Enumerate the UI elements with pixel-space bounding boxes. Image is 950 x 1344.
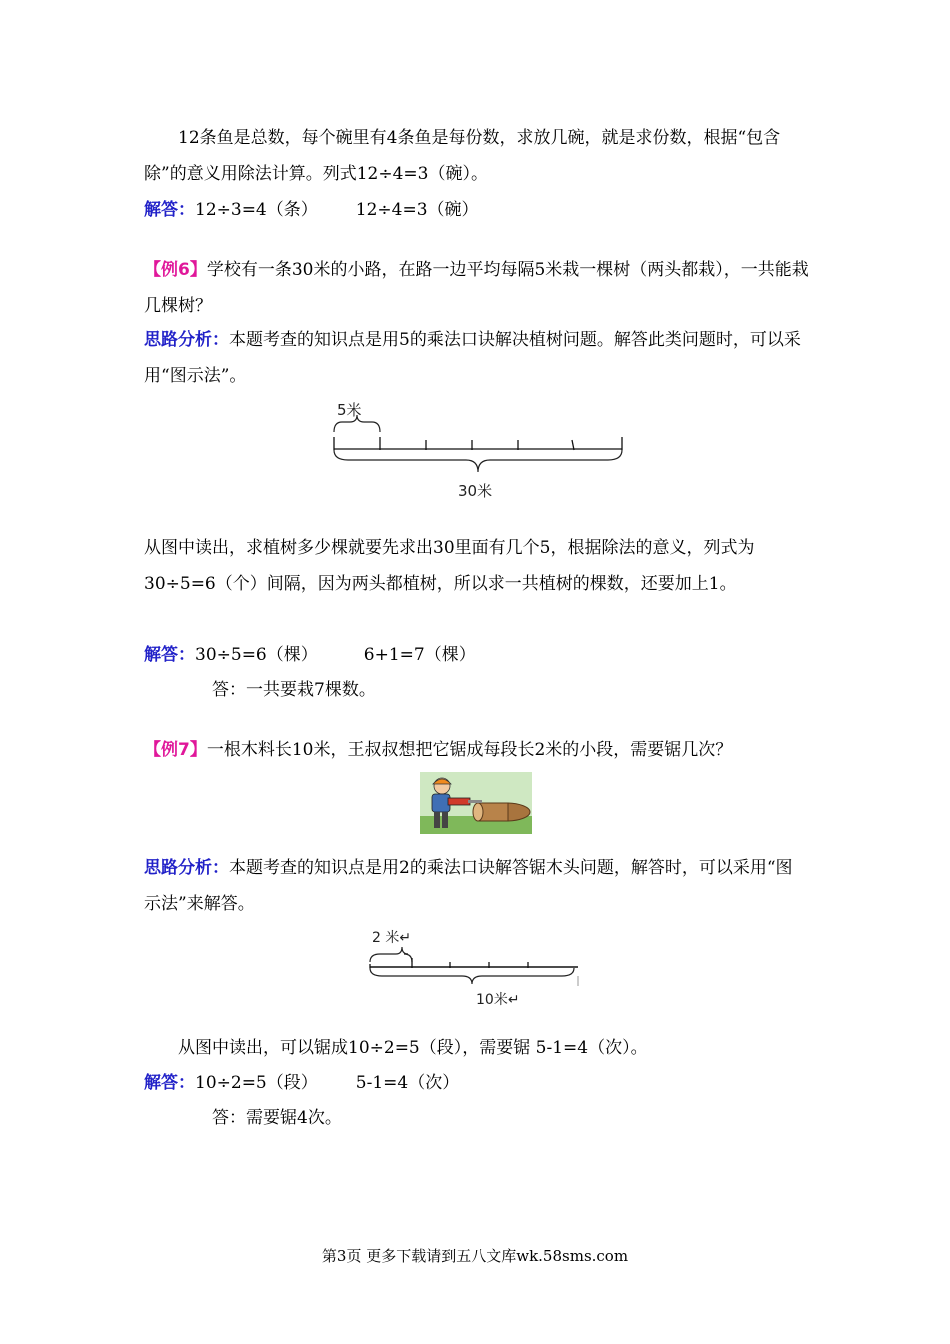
example-7-question [144, 732, 809, 768]
example-7-tag: 【例7】 [144, 740, 207, 760]
example-7-question-text: 一根木料长10米，王叔叔想把它锯成每段长2米的小段，需要锯几次？ [206, 740, 733, 760]
example-6-analysis [144, 322, 809, 394]
total-brace [370, 968, 574, 984]
example-7-answer [144, 1065, 459, 1101]
example-6-answer [144, 637, 476, 673]
example-7-final-answer: 答：需要锯4次。 [212, 1108, 342, 1128]
answer-b: 12÷4=3（碗） [355, 200, 479, 220]
example-6-explanation: 从图中读出，求植树多少棵就要先求出30里面有几个5，根据除法的意义，列式为30÷5=6（个）间隔，因为两头都植树，所以求一共植树的棵数，还要加上1。 [144, 538, 755, 594]
segment-brace [370, 947, 412, 962]
sawing-log-illustration [420, 772, 532, 834]
answer-label: 解答： [144, 200, 195, 220]
tree-planting-diagram [326, 398, 631, 503]
answer-a: 10÷2=5（段） [195, 1073, 318, 1093]
answer-line-1 [144, 192, 479, 228]
paragraph-fish-explanation: 12条鱼是总数，每个碗里有4条鱼是每份数，求放几碗，就是求份数，根据“包含除”的意义用除法计算。列式12÷4=3（碗）。 [144, 128, 781, 184]
example-7-explanation: 从图中读出，可以锯成10÷2=5（段），需要锯 5-1=4（次）。 [178, 1038, 648, 1058]
diagram-total-label: 10米↵ [476, 992, 520, 1008]
example-6-tag: 【例6】 [144, 260, 207, 280]
answer-b: 5-1=4（次） [355, 1073, 460, 1093]
example-6-question-text: 学校有一条30米的小路，在路一边平均每隔5米栽一棵树（两头都栽），一共能栽几棵树？ [144, 260, 809, 316]
answer-label: 解答： [144, 645, 195, 665]
diagram-total-label: 30米 [458, 482, 493, 500]
example-6-analysis-text: 本题考查的知识点是用5的乘法口诀解决植树问题。解答此类问题时，可以采用“图示法”。 [144, 330, 801, 386]
answer-b: 6+1=7（棵） [363, 645, 476, 665]
total-brace [334, 450, 622, 472]
example-6-final-answer: 答：一共要栽7棵数。 [212, 680, 376, 700]
log-sawing-diagram [366, 926, 586, 1010]
diagram-segment-label: 2 米↵ [372, 930, 412, 946]
example-7-analysis-text: 本题考查的知识点是用2的乘法口诀解答锯木头问题，解答时，可以采用“图示法”来解答。 [144, 858, 793, 914]
diagram-segment-label: 5米 [337, 401, 362, 419]
analysis-label: 思路分析： [144, 330, 229, 350]
answer-a: 12÷3=4（条） [195, 200, 318, 220]
page-footer: 第3页 更多下载请到五八文库wk.58sms.com [321, 1247, 629, 1265]
answer-a: 30÷5=6（棵） [195, 645, 318, 665]
analysis-label: 思路分析： [144, 858, 229, 878]
example-7-analysis [144, 850, 809, 922]
example-6-question [144, 252, 809, 324]
answer-label: 解答： [144, 1073, 195, 1093]
